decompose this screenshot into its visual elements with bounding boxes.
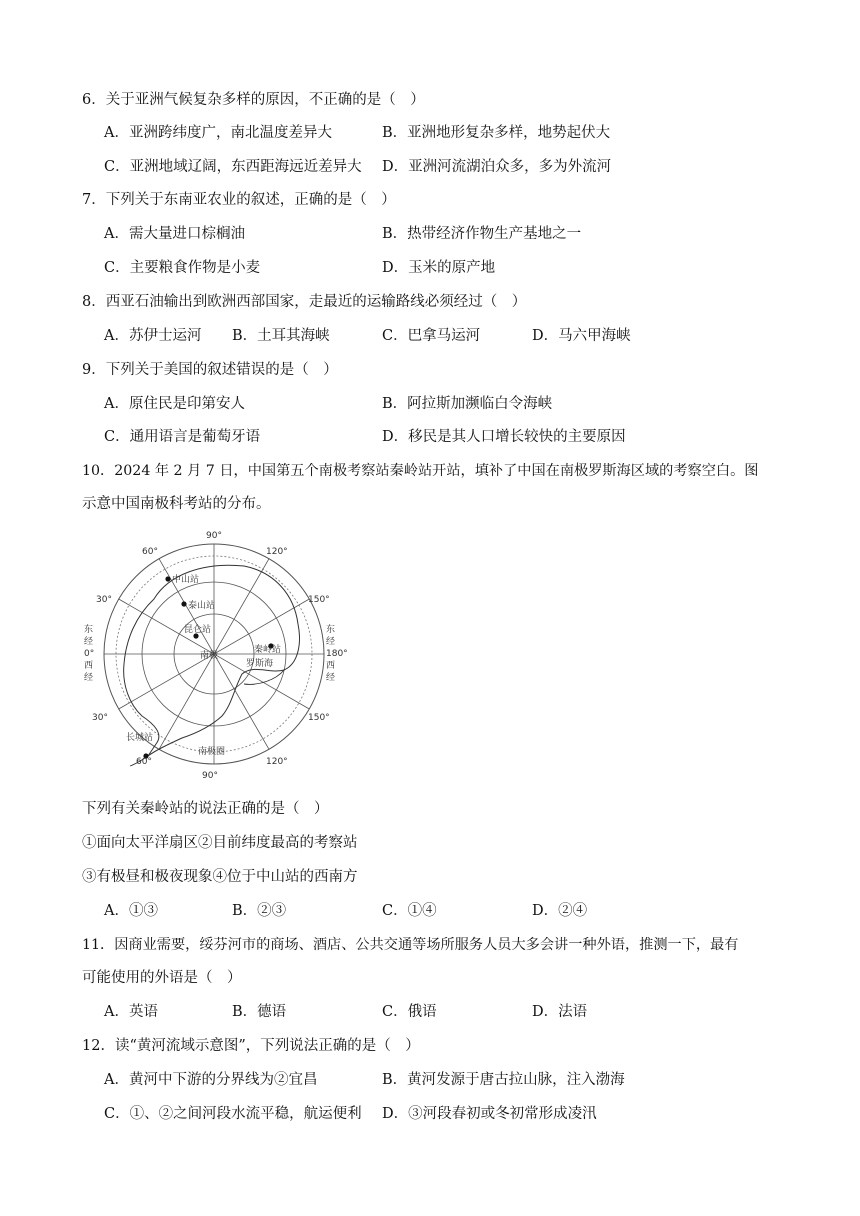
q8-stem: 8．西亚石油输出到欧洲西部国家，走最近的运输路线必须经过（ ） (82, 294, 527, 310)
q10-option-b: B．②③ (232, 903, 287, 919)
map-label-south-pole: 南极 (200, 651, 219, 661)
q8-option-c: C．巴拿马运河 (382, 328, 481, 344)
q10-option-a: A．①③ (104, 903, 158, 919)
map-label-90-bottom: 90° (202, 771, 218, 780)
q11-stem-line1: 11．因商业需要，绥芬河市的商场、酒店、公共交通等场所服务人员大多会讲一种外语，推测一下，最有 (82, 937, 739, 953)
q7-option-b: B．热带经济作物生产基地之一 (382, 226, 582, 242)
map-station-qinling: 秦岭站 (254, 645, 282, 655)
q10-statements-line1: ①面向太平洋扇区②目前纬度最高的考察站 (82, 835, 358, 851)
map-label-antarctic-circle: 南极圈 (198, 747, 226, 757)
q12-option-c: C．①、②之间河段水流平稳，航运便利 (104, 1106, 362, 1122)
q10-option-d: D．②④ (532, 903, 588, 919)
q9-option-d: D．移民是其人口增长较快的主要原因 (382, 429, 626, 445)
map-label-east-left: 东 (84, 625, 94, 635)
q9-option-c: C．通用语言是葡萄牙语 (104, 429, 261, 445)
q9-option-b: B．阿拉斯加濒临白令海峡 (382, 396, 553, 412)
q10-stem-line1: 10．2024 年 2 月 7 日，中国第五个南极考察站秦岭站开站，填补了中国在南极罗斯海区域的考察空白。图 (82, 463, 759, 479)
q8-option-a: A．苏伊士运河 (104, 328, 202, 344)
antarctic-stations-map (82, 528, 352, 780)
map-label-30-top: 30° (96, 595, 112, 605)
q7-stem: 7．下列关于东南亚农业的叙述，正确的是（ ） (82, 192, 396, 208)
map-label-west-left: 西 (84, 661, 94, 671)
q7-option-a: A．需大量进口棕榈油 (104, 226, 245, 242)
map-label-30-bottom: 30° (92, 713, 108, 723)
map-station-changcheng: 长城站 (126, 733, 154, 743)
q6-option-b: B．亚洲地形复杂多样，地势起伏大 (382, 125, 611, 141)
q10-stem-line2: 示意中国南极科考站的分布。 (82, 496, 271, 512)
q9-option-a: A．原住民是印第安人 (104, 396, 245, 412)
map-station-kunlun: 昆仑站 (184, 625, 212, 635)
map-label-jing-left-top: 经 (84, 637, 94, 647)
q11-option-d: D．法语 (532, 1004, 588, 1020)
q11-option-a: A．英语 (104, 1004, 158, 1020)
q8-option-d: D．马六甲海峡 (532, 328, 631, 344)
map-label-150-bottom: 150° (308, 713, 330, 723)
map-station-zhongshan: 中山站 (172, 575, 200, 585)
map-label-180: 180° (326, 649, 348, 659)
q10-sub-question: 下列有关秦岭站的说法正确的是（ ） (82, 801, 329, 817)
q6-option-a: A．亚洲跨纬度广，南北温度差异大 (104, 125, 332, 141)
q12-stem: 12．读“黄河流域示意图”，下列说法正确的是（ ） (82, 1038, 420, 1054)
q12-option-a: A．黄河中下游的分界线为②宜昌 (104, 1072, 318, 1088)
q10-option-c: C．①④ (382, 903, 437, 919)
q11-option-b: B．德语 (232, 1004, 287, 1020)
map-label-120-bottom: 120° (266, 757, 288, 767)
map-label-jing-right-top: 经 (326, 637, 336, 647)
map-label-ross-sea: 罗斯海 (246, 659, 274, 669)
q11-stem-line2: 可能使用的外语是（ ） (82, 970, 242, 986)
map-label-120-top: 120° (266, 547, 288, 557)
q7-option-d: D．玉米的原产地 (382, 260, 496, 276)
map-station-taishan: 泰山站 (188, 601, 216, 611)
map-label-jing-right-bottom: 经 (326, 673, 336, 683)
q11-option-c: C．俄语 (382, 1004, 437, 1020)
q6-stem: 6．关于亚洲气候复杂多样的原因，不正确的是（ ） (82, 92, 425, 108)
map-label-60-top: 60° (142, 547, 158, 557)
map-label-east-right: 东 (326, 625, 336, 635)
q9-stem: 9．下列关于美国的叙述错误的是（ ） (82, 362, 338, 378)
q7-option-c: C．主要粮食作物是小麦 (104, 260, 261, 276)
q12-option-d: D．③河段春初或冬初常形成凌汛 (382, 1106, 597, 1122)
q10-statements-line2: ③有极昼和极夜现象④位于中山站的西南方 (82, 869, 358, 885)
q6-option-c: C．亚洲地域辽阔，东西距海远近差异大 (104, 159, 362, 175)
q12-option-b: B．黄河发源于唐古拉山脉，注入渤海 (382, 1072, 625, 1088)
map-label-90-top: 90° (206, 531, 222, 541)
map-label-60-bottom: 60° (136, 757, 152, 767)
q6-option-d: D．亚洲河流湖泊众多，多为外流河 (382, 159, 612, 175)
q8-option-b: B．土耳其海峡 (232, 328, 330, 344)
map-label-150-top: 150° (308, 595, 330, 605)
map-label-zero: 0° (84, 649, 95, 659)
map-label-west-right: 西 (326, 661, 336, 671)
map-label-jing-left-bottom: 经 (84, 673, 94, 683)
